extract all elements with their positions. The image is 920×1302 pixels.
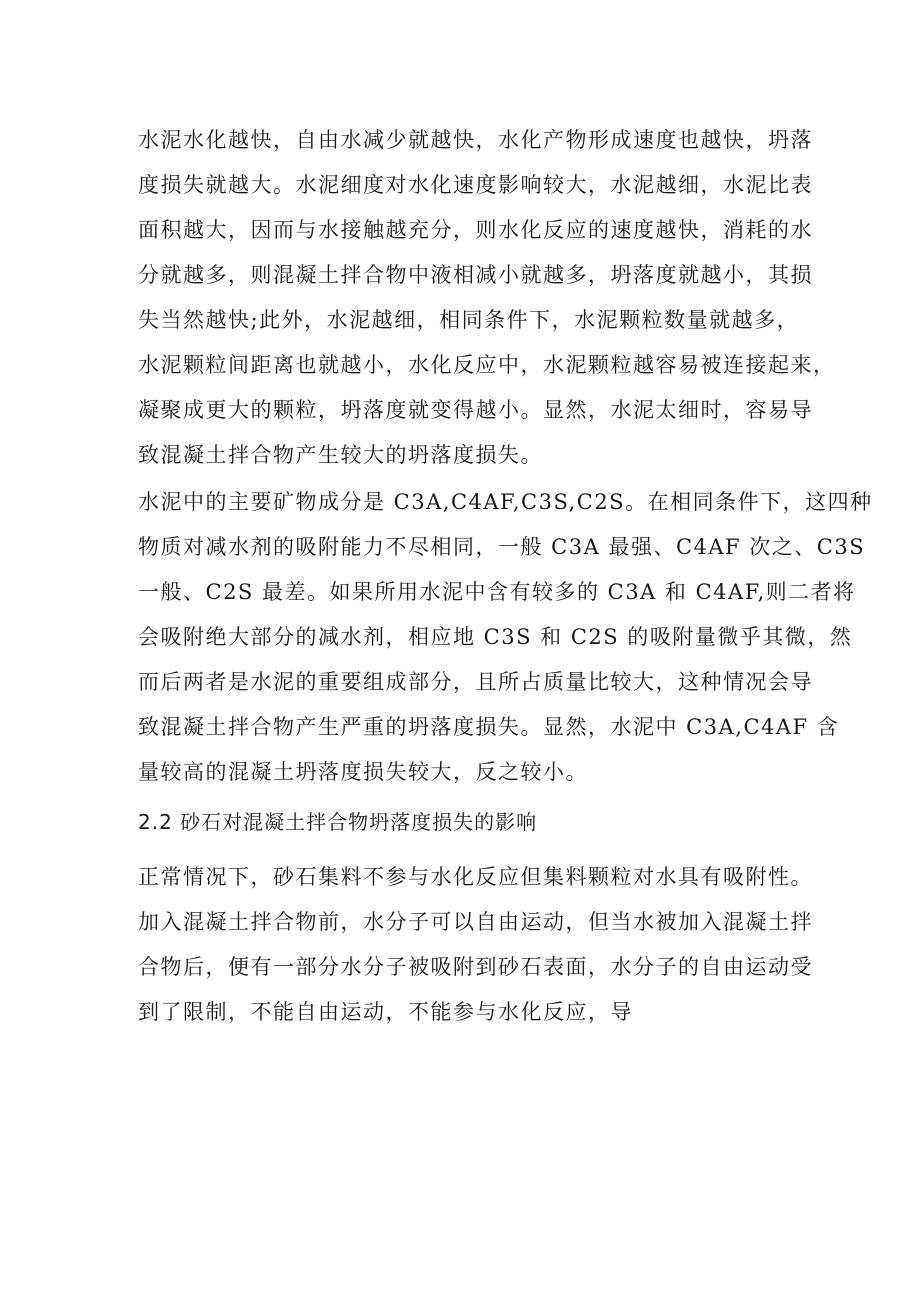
text-line: 到了限制，不能自由运动，不能参与水化反应，导 [138,1000,633,1024]
text-line: 致混凝土拌合物产生严重的坍落度损失。显然，水泥中 C3A,C4AF 含 [138,715,840,739]
text-line: 会吸附绝大部分的减水剂，相应地 C3S 和 C2S 的吸附量微乎其微，然 [138,625,853,649]
text-line: 一般、C2S 最差。如果所用水泥中含有较多的 C3A 和 C4AF,则二者将 [138,580,856,604]
text-line: 凝聚成更大的颗粒，坍落度就变得越小。显然，水泥太细时，容易导 [138,398,813,422]
text-line: 而后两者是水泥的重要组成部分，且所占质量比较大，这种情况会导 [138,670,813,694]
text-line: 致混凝土拌合物产生较大的坍落度损失。 [138,443,543,467]
text-line: 物质对减水剂的吸附能力不尽相同，一般 C3A 最强、C4AF 次之、C3S [138,535,866,559]
paragraph-aggregate-adsorption [138,855,813,1035]
text-line: 量较高的混凝土坍落度损失较大，反之较小。 [138,760,588,784]
text-line: 合物后，便有一部分水分子被吸附到砂石表面，水分子的自由运动受 [138,955,813,979]
text-line: 正常情况下，砂石集料不参与水化反应但集料颗粒对水具有吸附性。 [138,865,813,889]
paragraph-mineral-composition [138,480,873,795]
section-heading: 2.2 砂石对混凝土拌合物坍落度损失的影响 [138,810,538,834]
text-line: 分就越多，则混凝土拌合物中液相减小就越多，坍落度就越小，其损 [138,263,813,287]
text-line: 面积越大，因而与水接触越充分，则水化反应的速度越快，消耗的水 [138,218,813,242]
text-line: 加入混凝土拌合物前，水分子可以自由运动，但当水被加入混凝土拌 [138,910,813,934]
text-line: 度损失就越大。水泥细度对水化速度影响较大，水泥越细，水泥比表 [138,173,813,197]
text-line: 水泥水化越快，自由水减少就越快，水化产物形成速度也越快，坍落 [138,128,813,152]
document-body [138,118,873,1035]
paragraph-cement-fineness [138,118,836,478]
text-line: 失当然越快;此外，水泥越细，相同条件下，水泥颗粒数量就越多， [138,308,800,332]
text-line: 水泥颗粒间距离也就越小，水化反应中，水泥颗粒越容易被连接起来， [138,353,836,377]
text-line: 水泥中的主要矿物成分是 C3A,C4AF,C3S,C2S。在相同条件下，这四种 [138,490,873,514]
